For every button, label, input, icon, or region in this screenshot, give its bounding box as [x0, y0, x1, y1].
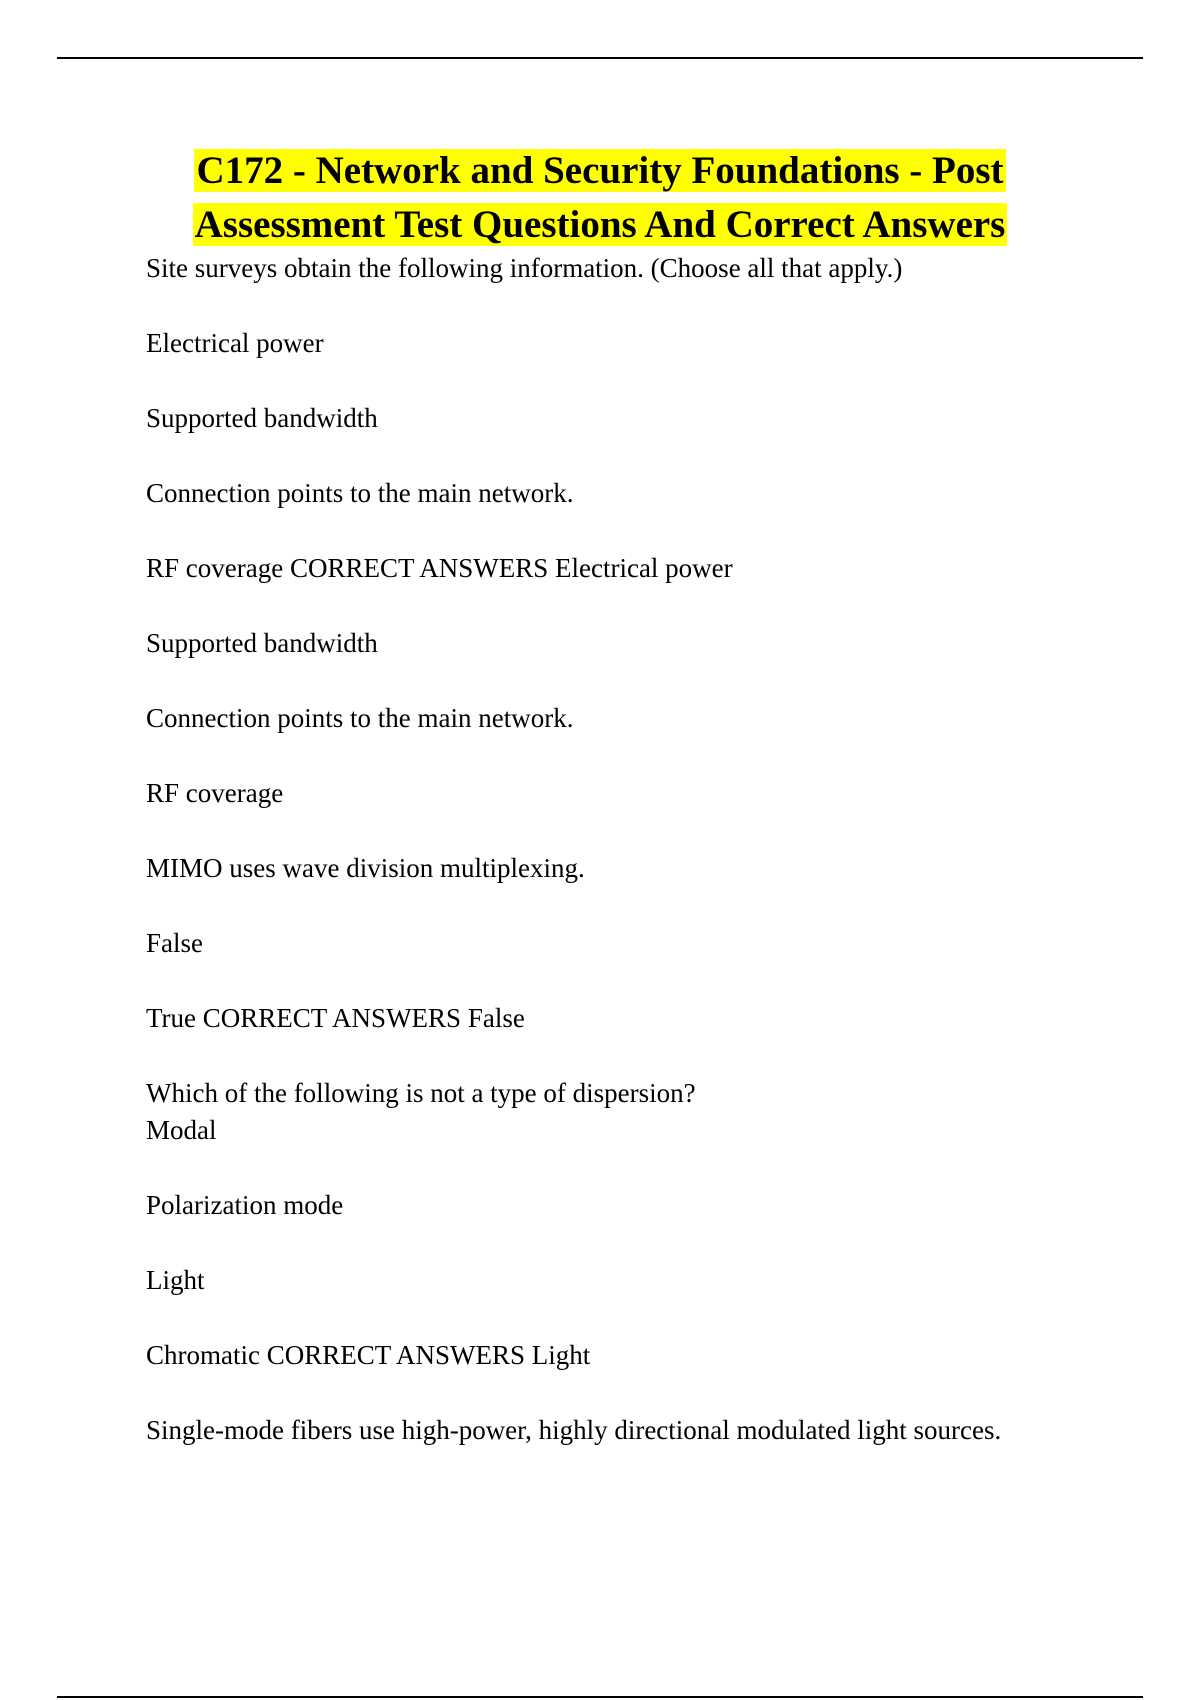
question-text: Which of the following is not a type of dispersion?	[146, 1078, 696, 1108]
answer-option: False	[146, 928, 203, 958]
top-rule	[57, 57, 1143, 59]
answer-option: Supported bandwidth	[146, 403, 378, 433]
answer-option: Polarization mode	[146, 1190, 344, 1220]
document-body	[146, 250, 1106, 1449]
answer-option: Supported bandwidth	[146, 628, 378, 658]
question-text: MIMO uses wave division multiplexing.	[146, 853, 585, 883]
answer-option: RF coverage	[146, 778, 284, 808]
correct-answer-line: Chromatic CORRECT ANSWERS Light	[146, 1340, 591, 1370]
correct-answer-line: True CORRECT ANSWERS False	[146, 1003, 525, 1033]
answer-option: Electrical power	[146, 328, 324, 358]
title-line-1: C172 - Network and Security Foundations - Post	[196, 149, 1004, 192]
bottom-rule	[57, 1696, 1143, 1698]
page-title	[100, 144, 1100, 252]
question-text: Single-mode fibers use high-power, highly directional modulated light sources.	[146, 1415, 1002, 1445]
title-line-2: Assessment Test Questions And Correct Answers	[194, 203, 1006, 246]
question-text: Site surveys obtain the following information. (Choose all that apply.)	[146, 253, 903, 283]
answer-option: Light	[146, 1265, 205, 1295]
answer-option: Connection points to the main network.	[146, 703, 574, 733]
answer-option: Connection points to the main network.	[146, 478, 574, 508]
answer-option: Modal	[146, 1115, 217, 1145]
correct-answer-line: RF coverage CORRECT ANSWERS Electrical power	[146, 553, 733, 583]
